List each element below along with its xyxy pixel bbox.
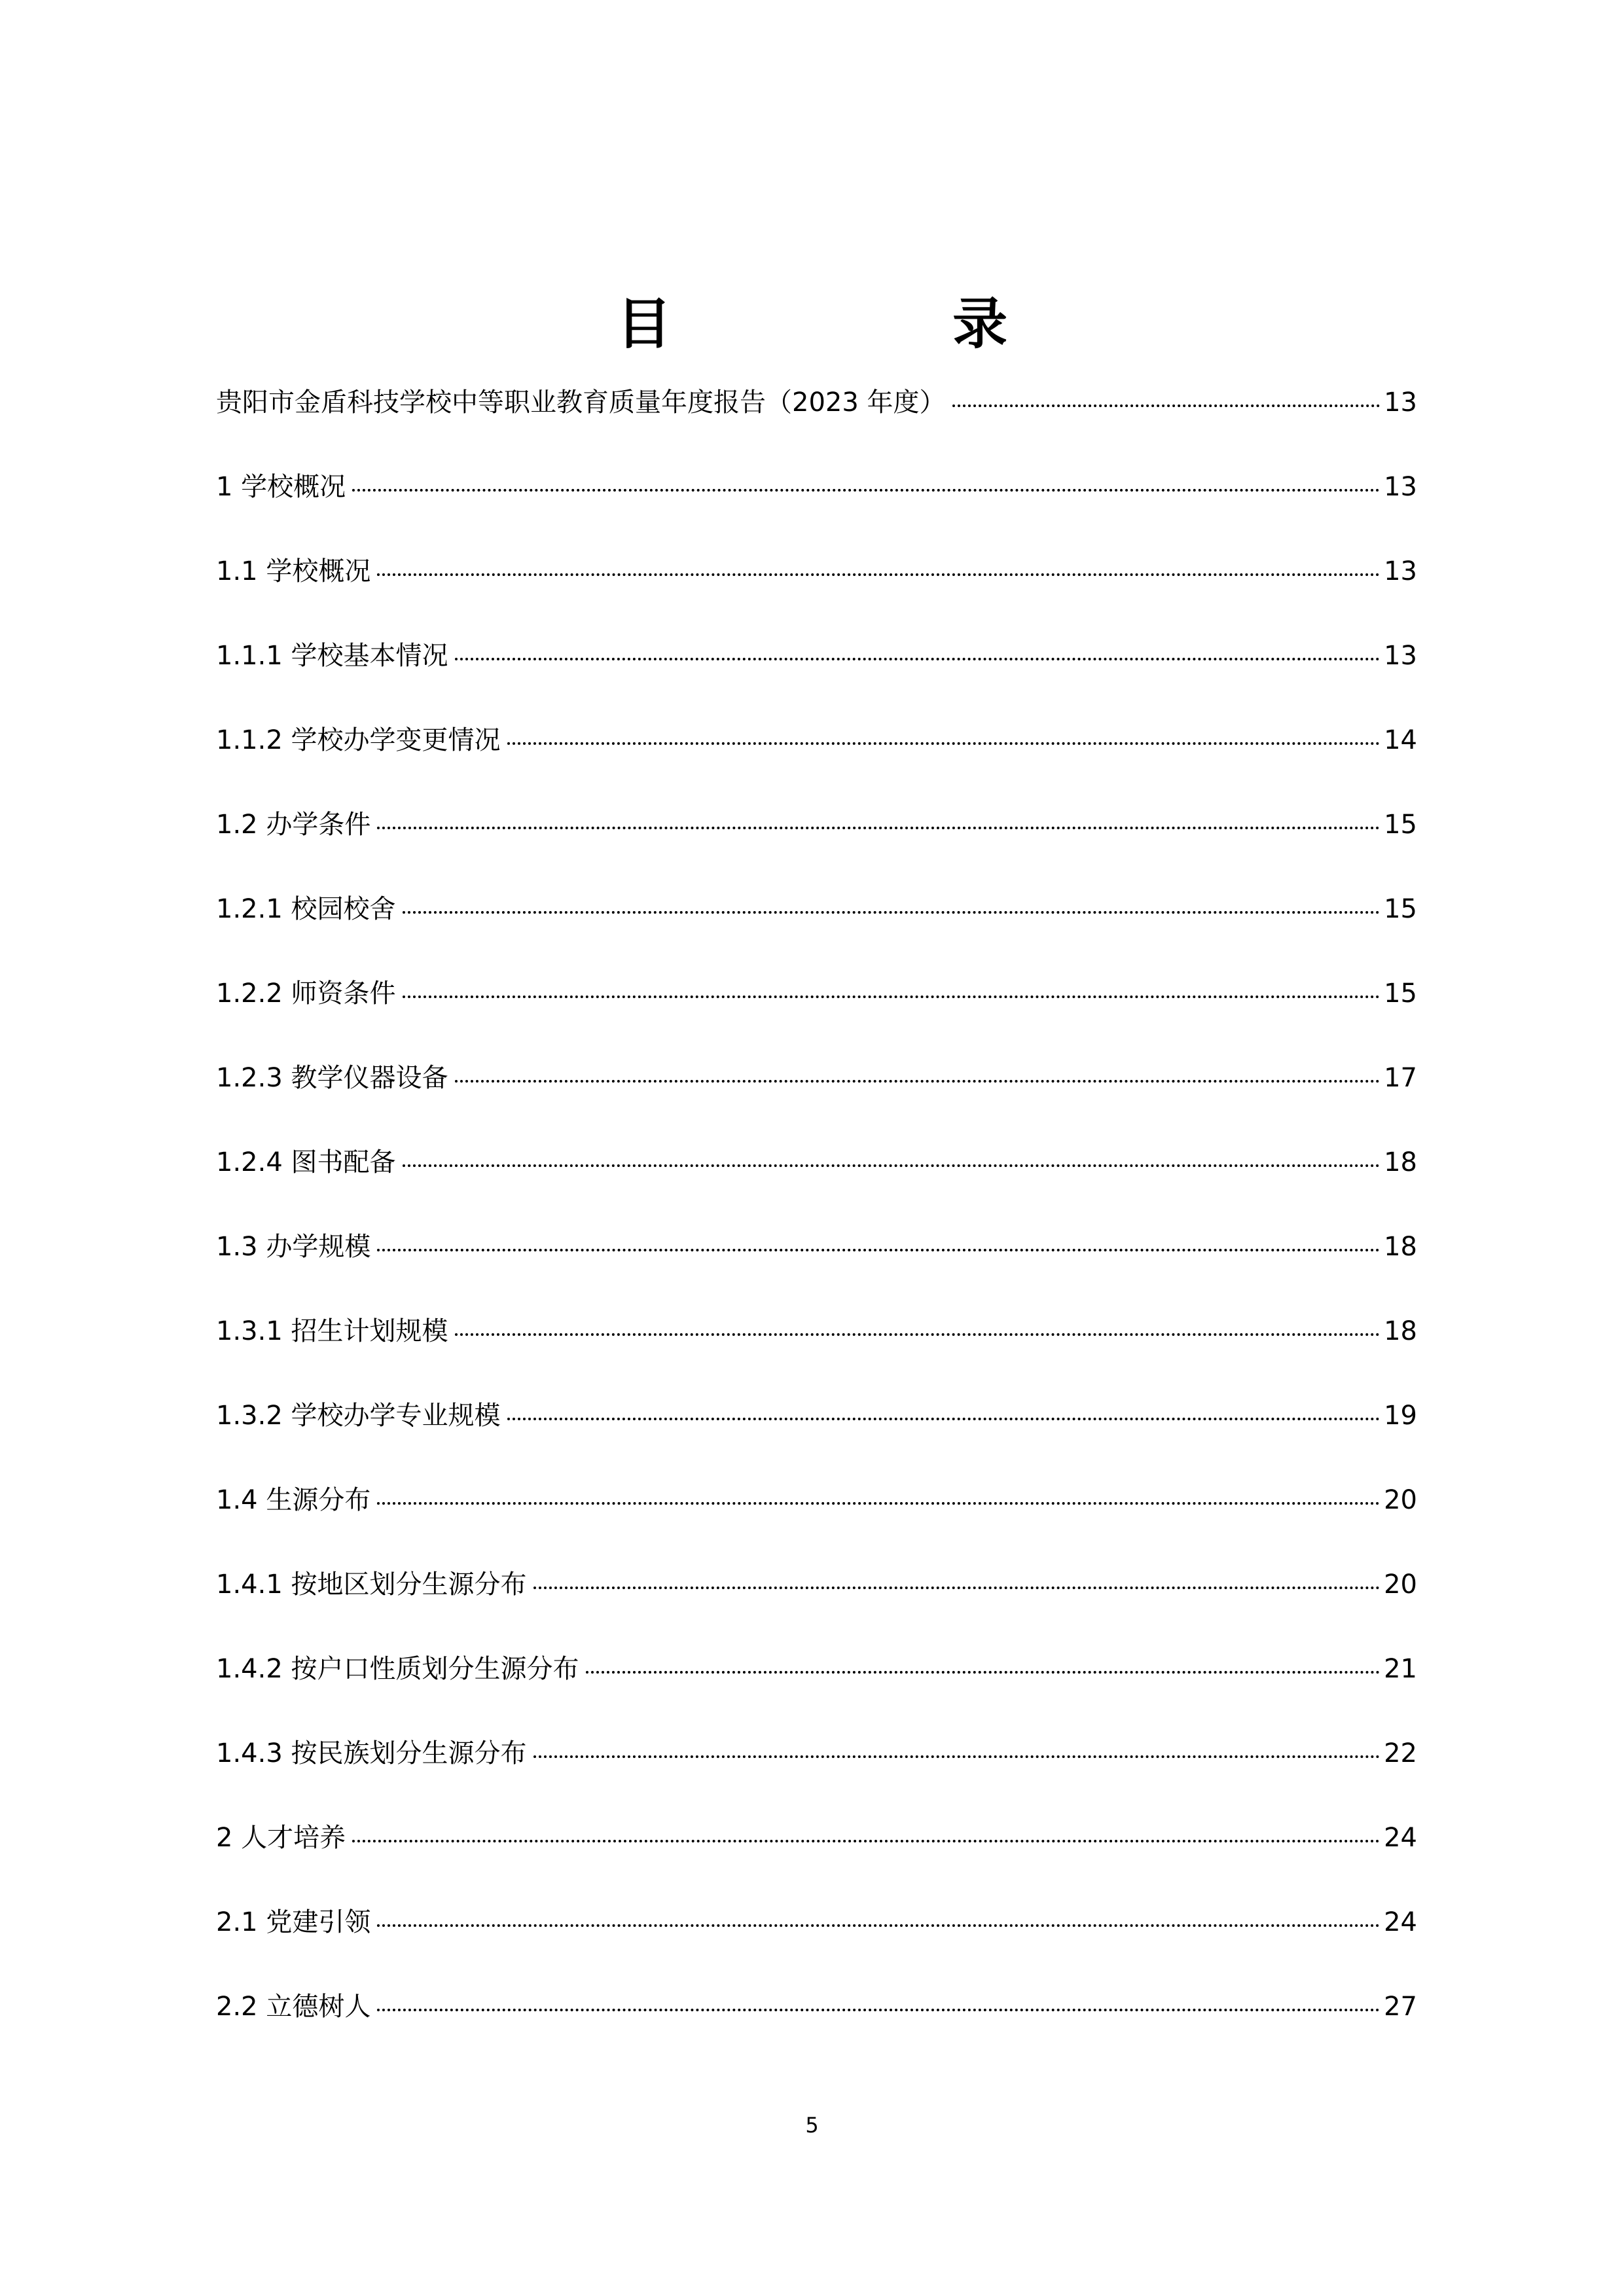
toc-entry-page: 13: [1384, 556, 1417, 586]
toc-entry-page: 22: [1384, 1738, 1417, 1768]
toc-entry-page: 17: [1384, 1063, 1417, 1093]
toc-entry-text: 1.4.1 按地区划分生源分布: [216, 1570, 527, 1600]
toc-list: [216, 384, 1417, 2073]
toc-entry[interactable]: [216, 1904, 1417, 1988]
toc-entry-text: 1.3.1 招生计划规模: [216, 1316, 448, 1346]
toc-entry[interactable]: [216, 1735, 1417, 1820]
toc-entry[interactable]: [216, 1229, 1417, 1313]
toc-entry[interactable]: [216, 1820, 1417, 1904]
toc-entry-text: 1.1.2 学校办学变更情况: [216, 725, 501, 755]
toc-entry-page: 13: [1384, 387, 1417, 418]
toc-entry[interactable]: [216, 1651, 1417, 1735]
toc-entry-page: 18: [1384, 1316, 1417, 1346]
toc-entry[interactable]: [216, 806, 1417, 891]
toc-entry-text: 1.2.2 师资条件: [216, 978, 396, 1009]
toc-entry[interactable]: [216, 975, 1417, 1060]
toc-entry[interactable]: [216, 722, 1417, 806]
toc-leader-dots: [533, 1755, 1380, 1758]
toc-entry-page: 15: [1384, 810, 1417, 840]
toc-leader-dots: [377, 573, 1380, 576]
toc-entry-text: 1.2.3 教学仪器设备: [216, 1063, 448, 1093]
toc-entry[interactable]: [216, 1060, 1417, 1144]
toc-entry-text: 1.1.1 学校基本情况: [216, 641, 448, 671]
toc-entry[interactable]: [216, 1988, 1417, 2073]
toc-leader-dots: [377, 2009, 1380, 2011]
toc-leader-dots: [377, 1924, 1380, 1927]
toc-leader-dots: [455, 658, 1380, 660]
toc-entry-text: 1 学校概况: [216, 472, 346, 502]
toc-entry-page: 18: [1384, 1147, 1417, 1177]
toc-entry-text: 2.2 立德树人: [216, 1992, 371, 2022]
toc-leader-dots: [455, 1333, 1380, 1336]
toc-entry-text: 2 人才培养: [216, 1823, 346, 1853]
toc-entry-text: 1.2.4 图书配备: [216, 1147, 396, 1177]
toc-entry[interactable]: [216, 1482, 1417, 1566]
toc-entry-text: 1.4 生源分布: [216, 1485, 371, 1515]
toc-leader-dots: [403, 911, 1380, 914]
toc-entry[interactable]: [216, 637, 1417, 722]
toc-entry-text: 2.1 党建引领: [216, 1907, 371, 1937]
toc-entry[interactable]: [216, 1566, 1417, 1651]
toc-entry-page: 21: [1384, 1654, 1417, 1684]
toc-entry[interactable]: [216, 1397, 1417, 1482]
toc-leader-dots: [377, 1502, 1380, 1505]
toc-leader-dots: [352, 489, 1380, 492]
toc-entry-text: 1.2 办学条件: [216, 810, 371, 840]
toc-leader-dots: [507, 1418, 1380, 1420]
toc-entry[interactable]: [216, 553, 1417, 637]
toc-entry-page: 20: [1384, 1485, 1417, 1515]
toc-entry-text: 1.1 学校概况: [216, 556, 371, 586]
toc-leader-dots: [352, 1840, 1380, 1842]
toc-leader-dots: [533, 1587, 1380, 1589]
toc-leader-dots: [507, 742, 1380, 745]
toc-entry[interactable]: [216, 1144, 1417, 1229]
toc-entry-text: 1.4.2 按户口性质划分生源分布: [216, 1654, 579, 1684]
toc-leader-dots: [586, 1671, 1380, 1674]
toc-entry-text: 1.2.1 校园校舍: [216, 894, 396, 924]
toc-entry-page: 18: [1384, 1232, 1417, 1262]
page-number: 5: [805, 2113, 819, 2138]
toc-entry[interactable]: [216, 891, 1417, 975]
toc-entry-page: 24: [1384, 1907, 1417, 1937]
toc-title: 目 录: [616, 292, 1139, 356]
toc-entry-page: 14: [1384, 725, 1417, 755]
toc-entry-page: 24: [1384, 1823, 1417, 1853]
toc-entry[interactable]: [216, 1313, 1417, 1397]
toc-leader-dots: [403, 1164, 1380, 1167]
toc-entry-page: 15: [1384, 978, 1417, 1009]
toc-leader-dots: [377, 827, 1380, 829]
toc-leader-dots: [952, 404, 1380, 407]
toc-entry-text: 贵阳市金盾科技学校中等职业教育质量年度报告（2023 年度）: [216, 387, 946, 418]
toc-entry[interactable]: [216, 469, 1417, 553]
toc-leader-dots: [403, 996, 1380, 998]
toc-entry-page: 13: [1384, 641, 1417, 671]
toc-entry-text: 1.4.3 按民族划分生源分布: [216, 1738, 527, 1768]
toc-entry-page: 27: [1384, 1992, 1417, 2022]
toc-entry-page: 15: [1384, 894, 1417, 924]
toc-entry-page: 20: [1384, 1570, 1417, 1600]
toc-entry-text: 1.3.2 学校办学专业规模: [216, 1401, 501, 1431]
toc-entry-page: 13: [1384, 472, 1417, 502]
toc-entry-text: 1.3 办学规模: [216, 1232, 371, 1262]
toc-entry-page: 19: [1384, 1401, 1417, 1431]
toc-entry[interactable]: [216, 384, 1417, 469]
toc-leader-dots: [377, 1249, 1380, 1251]
toc-leader-dots: [455, 1080, 1380, 1083]
